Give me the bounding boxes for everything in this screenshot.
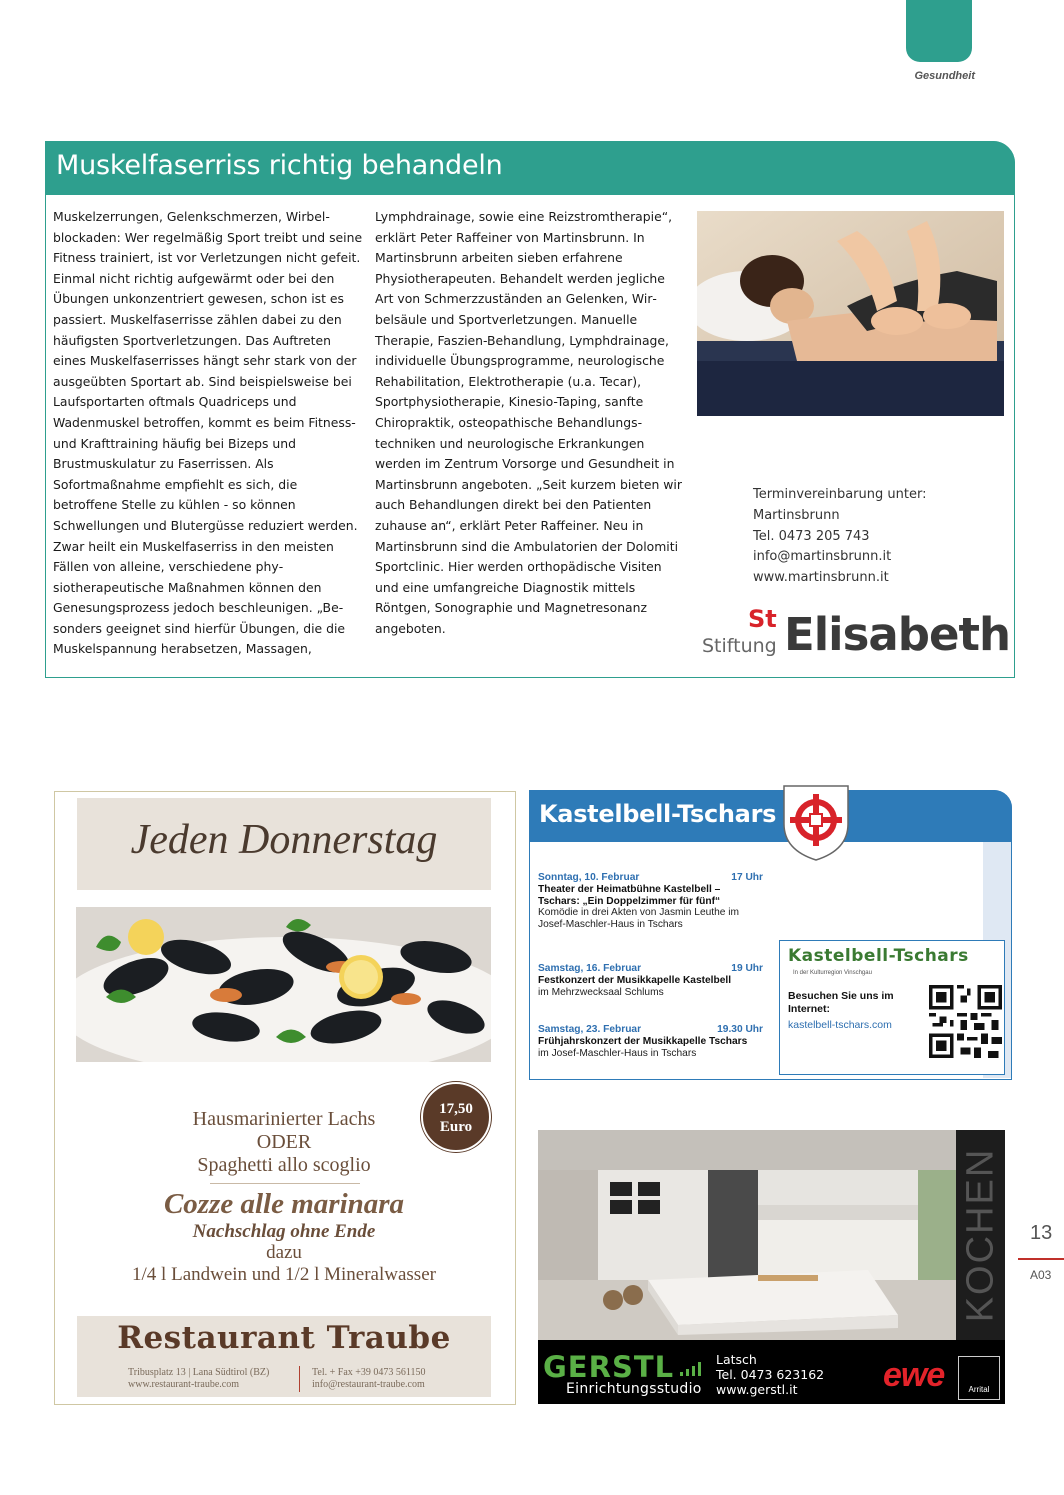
contact-phone: Tel. 0473 205 743 <box>753 528 870 544</box>
ewe-logo: ewe <box>883 1356 945 1394</box>
massage-photo <box>697 211 1004 416</box>
restaurant-contact <box>312 1367 482 1391</box>
kochen-text: KOCHEN <box>959 1147 1001 1323</box>
event-item <box>538 872 763 931</box>
restaurant-website[interactable]: www.restaurant-traube.com <box>128 1379 239 1390</box>
article-column-2: Lymphdrainage, sowie eine Reizstromtherapie“, erklärt Peter Raffeiner von Martinsbrunn. In Martinsbrunn arbeiten sieben erfahrene Physiotherapeuten. Behandelt werden jegliche Art von Schmerzzuständen an Gelenken, Wirbelsäule und Sportverletzungen. Manuelle Therapie, Faszien-Behandlung, Lymphdrainage, individuelle Übungsprogramme, neurologische Rehabilitation, Elektrotherapie (u.a. Tecar), Sportphysiotherapie, Kinesio-Taping, sanfte Chiropraktik, osteopathische Behandlungstechniken und neurologische Erkrankungen werden im Zentrum Vorsorge und Gesundheit in Martinsbrunn angeboten. „Seit kurzem bieten wir auch Behandlungen direkt bei den Patienten zuhause an“, erklärt Peter Raffeiner. Neu in Martinsbrunn sind die Ambulatorien der Dolomiti Sportclinic. Hier werden orthopädische Visiten und eine umfangreiche Diagnostik mittels Röntgen, Sonographie und Magnetresonanz angeboten. <box>375 209 682 636</box>
restaurant-phone: Tel. + Fax +39 0473 561150 <box>312 1367 426 1378</box>
article-title: Muskelfaserriss richtig behandeln <box>56 150 503 181</box>
section-tab <box>906 0 972 62</box>
event-time: 19 Uhr <box>731 963 763 974</box>
gerstl-contact <box>716 1352 824 1397</box>
kastelbell-card-subtitle: In der Kulturregion Vinschgau <box>793 970 872 976</box>
gerstl-brand: GERSTL <box>543 1350 675 1384</box>
logo-stiftung: Stiftung <box>702 635 777 657</box>
event-time: 19.30 Uhr <box>717 1024 763 1035</box>
kitchen-photo <box>538 1130 956 1340</box>
mussels-photo <box>76 907 491 1062</box>
contact-line: Terminvereinbarung unter: <box>753 487 927 502</box>
menu-item: ODER <box>256 1131 312 1153</box>
gerstl-city: Latsch <box>716 1352 757 1367</box>
menu-item: Hausmarinierter Lachs <box>192 1108 376 1130</box>
gerstl-subtitle: Einrichtungsstudio <box>566 1381 702 1397</box>
menu-item: dazu <box>266 1242 302 1263</box>
page-number-rule <box>1018 1258 1064 1260</box>
event-time: 17 Uhr <box>731 872 763 883</box>
section-label: Gesundheit <box>914 70 975 82</box>
menu-divider <box>210 1183 360 1184</box>
contact-info <box>753 485 993 589</box>
kastelbell-title: Kastelbell-Tschars <box>539 800 777 828</box>
gerstl-website[interactable]: www.gerstl.it <box>716 1382 798 1397</box>
page-code: A03 <box>1030 1268 1052 1282</box>
kochen-sidebar <box>956 1130 1005 1340</box>
coat-of-arms-icon <box>780 780 852 862</box>
event-header <box>538 963 763 975</box>
restaurant-name: Restaurant Traube <box>117 1320 451 1356</box>
restaurant-address-line: Tribusplatz 13 | Lana Südtirol (BZ) <box>128 1367 270 1378</box>
event-description: Komödie in drei Akten von Jasmin Leuthe im Josef-Maschler-Haus in Tschars <box>538 907 740 931</box>
event-title: Frühjahrskonzert der Musikkapelle Tschars <box>538 1035 748 1047</box>
menu-highlight: Cozze alle marinara <box>163 1188 405 1220</box>
event-description: im Josef-Maschler-Haus in Tschars <box>538 1047 697 1059</box>
kastelbell-card-title: Kastelbell-Tschars <box>788 946 969 966</box>
restaurant-separator <box>299 1366 300 1392</box>
restaurant-banner-text: Jeden Donnerstag <box>130 817 438 863</box>
event-header <box>538 872 763 884</box>
event-date: Samstag, 23. Februar <box>538 1024 642 1035</box>
event-description: im Mehrzwecksaal Schlums <box>538 986 664 998</box>
stiftung-elisabeth-logo <box>700 605 1011 661</box>
menu-item: Spaghetti allo scoglio <box>197 1154 371 1176</box>
event-item <box>538 963 763 998</box>
signal-bars-icon <box>680 1360 704 1378</box>
qr-code-icon[interactable] <box>929 985 1002 1058</box>
page-number: 13 <box>1030 1222 1053 1244</box>
event-header <box>538 1024 763 1036</box>
restaurant-email[interactable]: info@restaurant-traube.com <box>312 1379 425 1390</box>
kastelbell-url[interactable]: kastelbell-tschars.com <box>788 1019 892 1031</box>
event-date: Samstag, 16. Februar <box>538 963 642 974</box>
logo-elisabeth: Elisabeth <box>784 608 1011 661</box>
gerstl-phone: Tel. 0473 623162 <box>716 1367 825 1382</box>
price-currency: Euro <box>439 1119 473 1135</box>
price-amount: 17,50 <box>439 1101 473 1117</box>
event-title: Theater der Heimatbühne Kastelbell – Tschars: „Ein Doppelzimmer für fünf“ <box>538 883 721 907</box>
event-item <box>538 1024 763 1059</box>
restaurant-address <box>128 1367 294 1391</box>
contact-line: Martinsbrunn <box>753 507 840 523</box>
event-date: Sonntag, 10. Februar <box>538 872 640 883</box>
menu-subhighlight: Nachschlag ohne Ende <box>192 1221 376 1242</box>
arrital-logo: Arrital <box>958 1356 1000 1400</box>
logo-st: St <box>748 605 777 633</box>
article-column-1: Muskelzerrungen, Gelenkschmerzen, Wirbelblockaden: Wer regelmäßig Sport treibt und seine Fitness trainiert, ist vor Verletzungen nicht gefeit. Einmal nicht richtig aufgewärmt oder bei den Übungen unkonzentriert gewesen, schon ist es passiert. Muskelfaserrisse zählen dabei zu den häufigsten Sportverletzungen. Das Auftreten eines Muskelfaserrisses hängt sehr stark von der ausgeübten Sportart ab. Sind beispielsweise bei Laufsportarten oftmals Quadriceps und Wadenmuskel betroffen, kommt es beim Fitness- und Krafttraining häufig bei Bizeps und Brustmuskulatur zu Faserrissen. Als Sofortmaßnahme empfiehlt es sich, die betroffene Stelle zu kühlen - so können Schwellungen und Blutergüsse reduziert werden. Zwar heilt ein Muskelfaserriss in den meisten Fällen von alleine, verschiedene physiotherapeutische Maßnahmen können den Genesungsprozess jedoch beschleunigen. „Besonders geeignet sind hierfür Übungen, die die Muskelspannung herabsetzen, Massagen, <box>53 209 363 657</box>
menu-item: 1/4 l Landwein und 1/2 l Mineralwasser <box>132 1264 436 1285</box>
kastelbell-visit-text: Besuchen Sie uns im Internet: <box>788 990 894 1015</box>
contact-email[interactable]: info@martinsbrunn.it <box>753 549 892 565</box>
contact-website[interactable]: www.martinsbrunn.it <box>753 570 889 586</box>
event-title: Festkonzert der Musikkapelle Kastelbell <box>538 974 732 986</box>
